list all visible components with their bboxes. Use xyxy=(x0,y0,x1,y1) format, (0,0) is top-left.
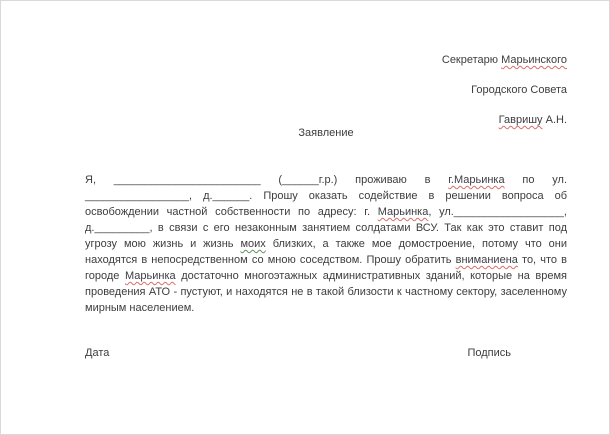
date-label: Дата xyxy=(85,347,110,359)
recipient-text: Секретарю xyxy=(441,54,502,66)
misspelled-word: Марьинского xyxy=(501,54,567,66)
body-text-segment: то, что в городе xyxy=(85,254,567,282)
signature-row xyxy=(85,345,511,361)
signature-label: Подпись xyxy=(467,347,511,359)
misspelled-word: г.Марьинка xyxy=(448,174,505,186)
misspelled-word: Марьинка xyxy=(124,270,176,282)
misspelled-word: Марьинка xyxy=(377,206,429,218)
body-text-segment: близких, а также мое домостроение, потому что они находятся в непосредственном со мною соседством. Прошу обратить xyxy=(85,238,567,266)
body-paragraph xyxy=(85,172,567,316)
recipient-line xyxy=(442,45,567,75)
document-title: Заявление xyxy=(298,127,354,139)
body-text-segment: достаточно многоэтажных административных зданий, которые на время проведения АТО - пустуют, и находятся не в такой близости к частному сектору, заселенному мирным населением. xyxy=(85,270,567,314)
recipient-line xyxy=(442,75,567,105)
recipient-text: Городского Совета xyxy=(471,84,567,96)
misspelled-word: Гавришу xyxy=(498,114,543,126)
body-text-segment: , ул.__________________, д._________, в связи с его незаконным занятием солдатами ВСУ. Так как это ставит под угрозу мою жизнь и жизнь xyxy=(85,206,567,250)
recipient-block xyxy=(442,45,567,135)
grammar-flagged-word: моих xyxy=(240,238,266,250)
body-text-segment: по ул. _________________, д.______. Прошу оказать содействие в решении вопроса об освобождении частной собственности по адресу: г. xyxy=(85,174,568,218)
recipient-text: А.Н. xyxy=(542,114,567,126)
misspelled-word: вниманиена xyxy=(455,254,518,266)
body-text-segment: Я, ________________________ (______г.р.) проживаю в xyxy=(85,174,449,186)
